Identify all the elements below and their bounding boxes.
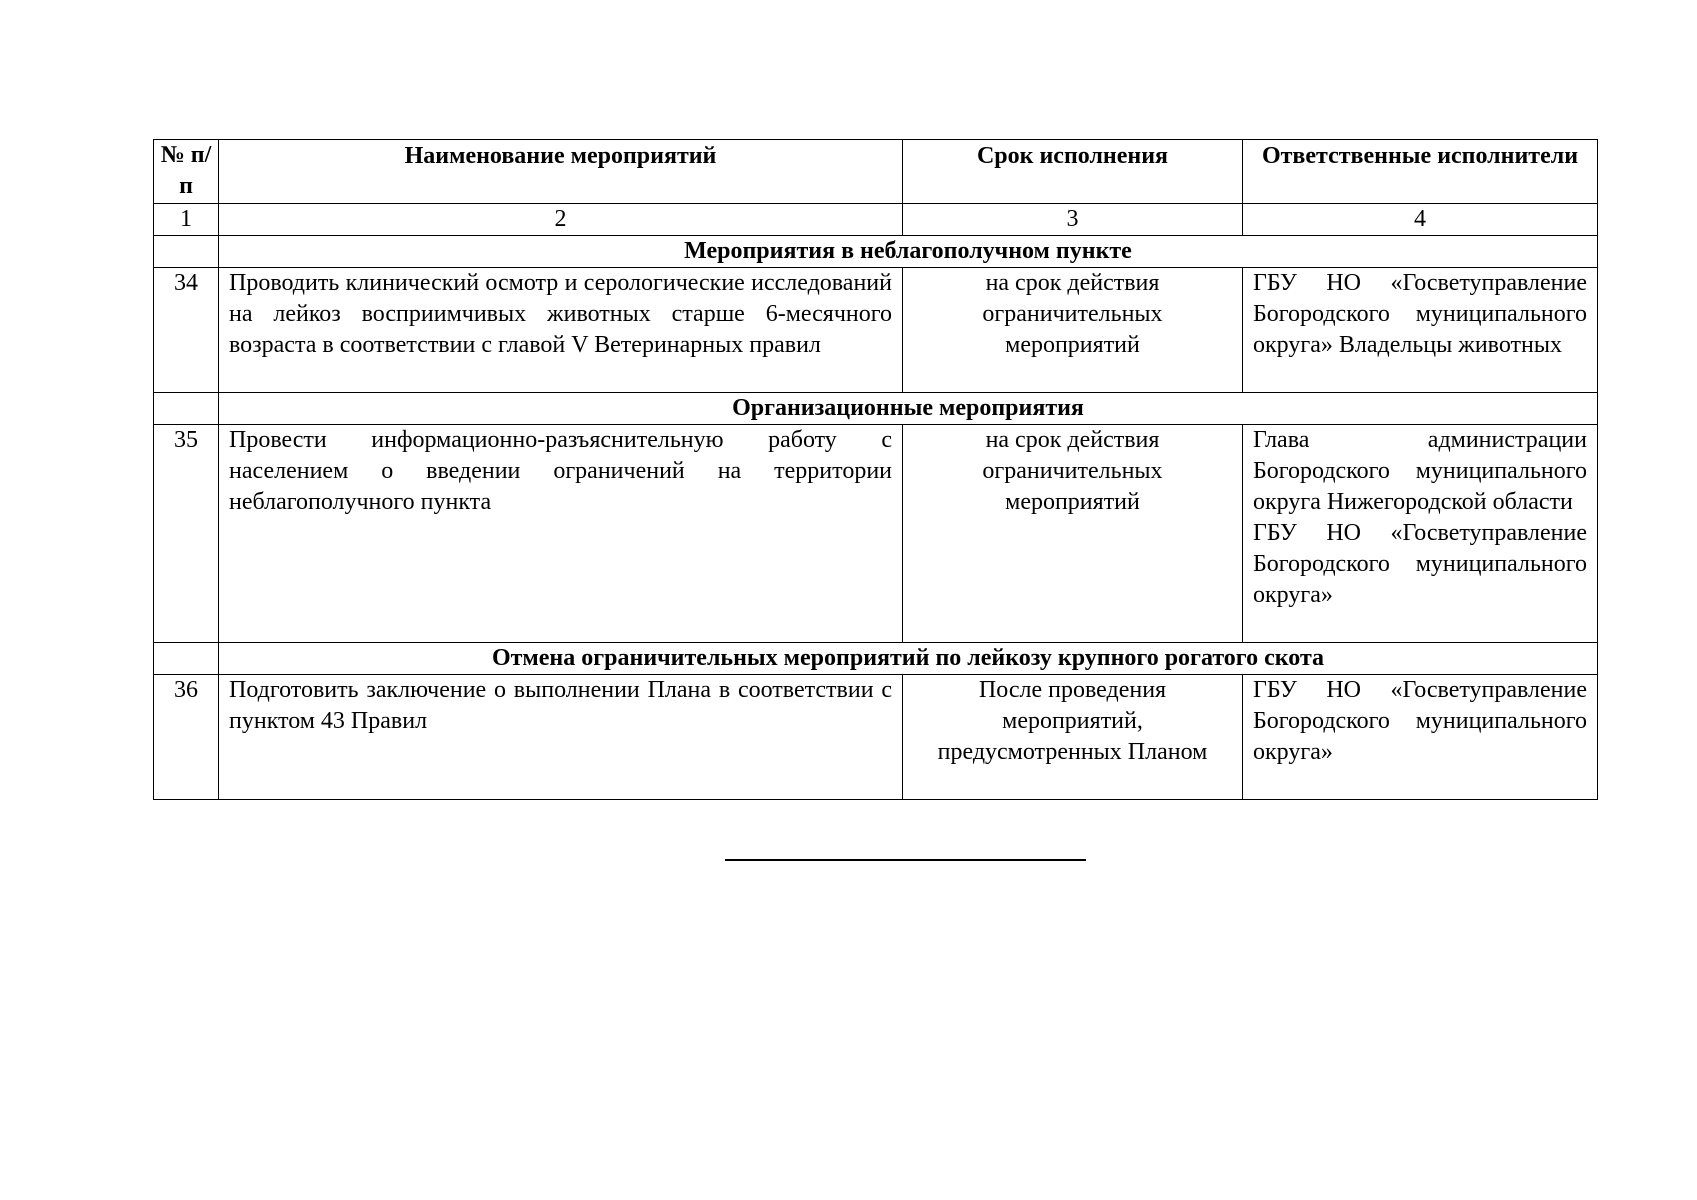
row-number: 36	[154, 675, 219, 800]
measure-responsible: ГБУ НО «Госветуправление Богородского муниципального округа» Владельцы животных	[1243, 268, 1598, 393]
section-title: Организационные мероприятия	[219, 393, 1598, 425]
section-empty-cell	[154, 643, 219, 675]
measure-responsible: ГБУ НО «Госветуправление Богородского муниципального округа»	[1243, 675, 1598, 800]
row-number: 34	[154, 268, 219, 393]
section-title: Отмена ограничительных мероприятий по лейкозу крупного рогатого скота	[219, 643, 1598, 675]
measure-name: Подготовить заключение о выполнении Плана в соответствии с пунктом 43 Правил	[219, 675, 903, 800]
column-number-row	[154, 204, 1598, 236]
table-row	[154, 675, 1598, 800]
header-deadline: Срок исполнения	[903, 140, 1243, 204]
table-row	[154, 425, 1598, 643]
section-empty-cell	[154, 393, 219, 425]
column-number: 4	[1243, 204, 1598, 236]
measure-responsible	[1243, 425, 1598, 643]
table-header-row	[154, 140, 1598, 204]
table-row	[154, 268, 1598, 393]
section-title: Мероприятия в неблагополучном пункте	[219, 236, 1598, 268]
section-row	[154, 643, 1598, 675]
measure-deadline: на срок действия ограничительных мероприятий	[903, 425, 1243, 643]
measure-deadline: на срок действия ограничительных мероприятий	[903, 268, 1243, 393]
column-number: 3	[903, 204, 1243, 236]
section-row	[154, 393, 1598, 425]
measure-name: Проводить клинический осмотр и серологические исследований на лейкоз восприимчивых животных старше 6-месячного возраста в соответствии с главой V Ветеринарных правил	[219, 268, 903, 393]
responsible-party: Глава администрации Богородского муниципального округа Нижегородской области	[1253, 427, 1587, 515]
end-of-document-line	[725, 859, 1086, 861]
header-number: № п/п	[154, 140, 219, 204]
section-empty-cell	[154, 236, 219, 268]
header-responsible: Ответственные исполнители	[1243, 140, 1598, 204]
measure-deadline: После проведения мероприятий, предусмотренных Планом	[903, 675, 1243, 800]
row-number: 35	[154, 425, 219, 643]
header-measure-name: Наименование мероприятий	[219, 140, 903, 204]
column-number: 1	[154, 204, 219, 236]
responsible-party: ГБУ НО «Госветуправление Богородского муниципального округа»	[1253, 520, 1587, 608]
measures-table	[153, 139, 1598, 800]
column-number: 2	[219, 204, 903, 236]
measure-name: Провести информационно-разъяснительную работу с населением о введении ограничений на территории неблагополучного пункта	[219, 425, 903, 643]
section-row	[154, 236, 1598, 268]
